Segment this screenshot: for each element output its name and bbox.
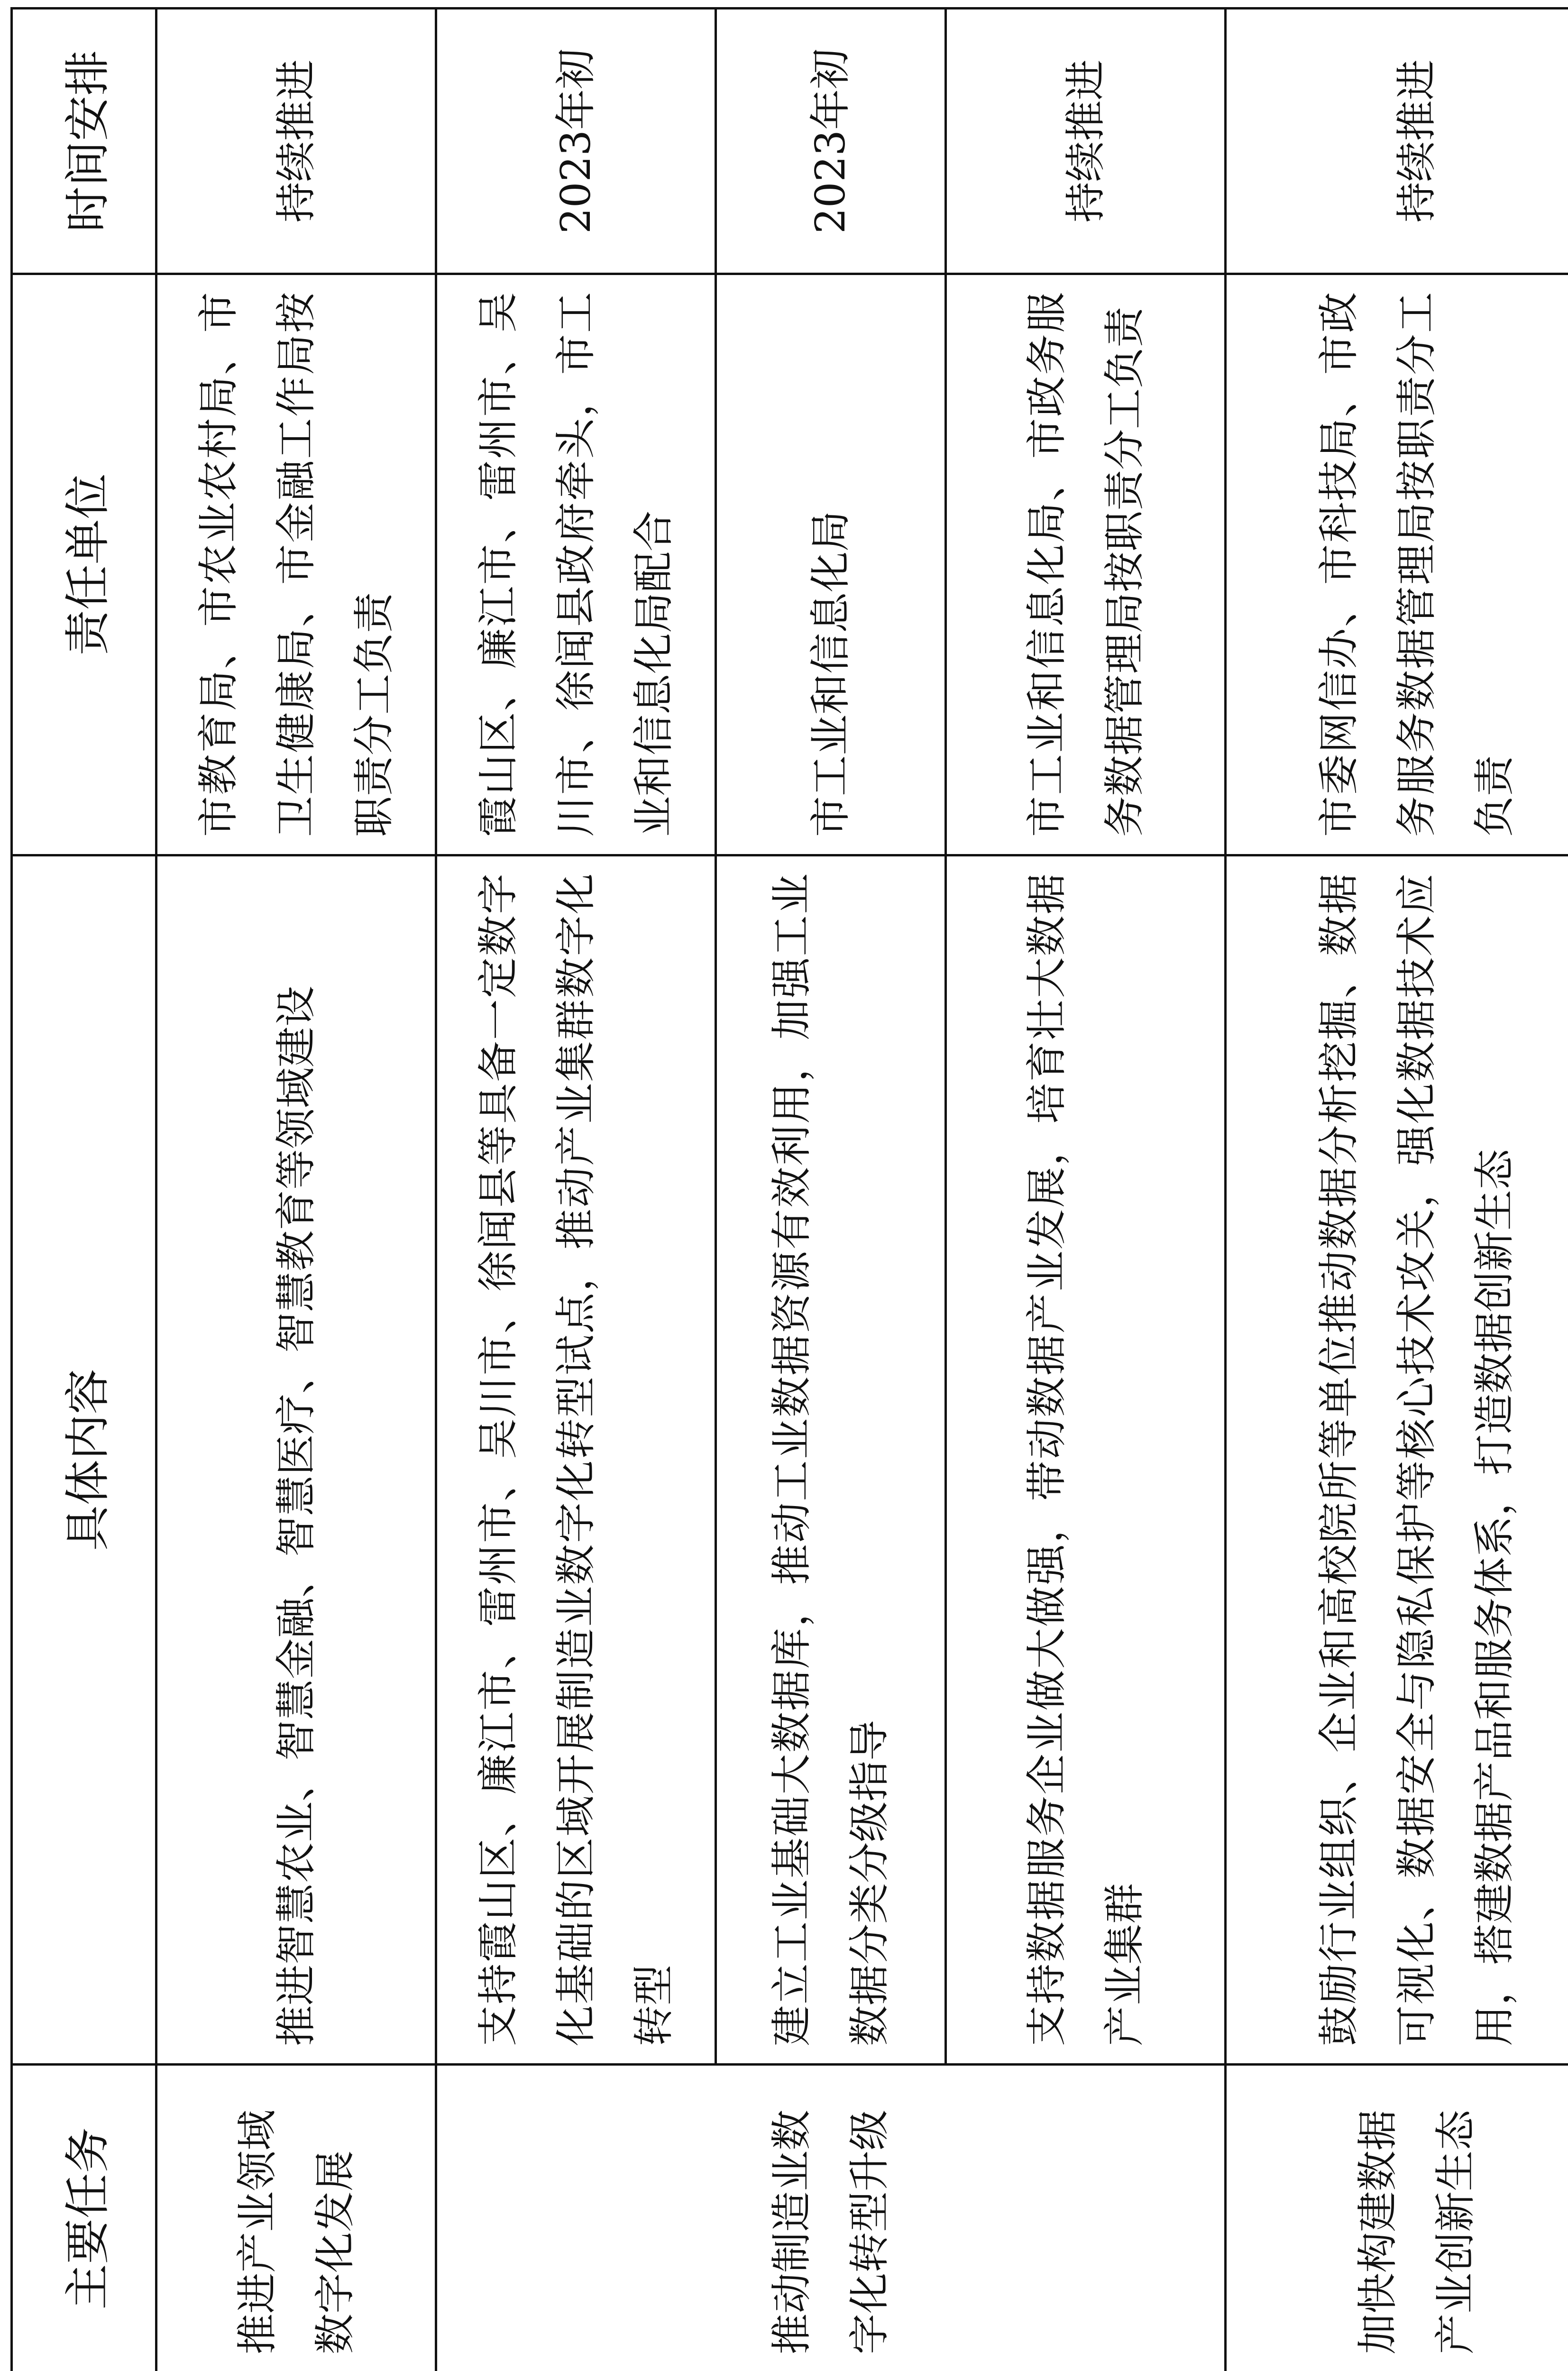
- header-unit: 责任单位: [12, 274, 156, 855]
- header-row: [12, 9, 156, 2371]
- header-task: 主要任务: [12, 2065, 156, 2371]
- table-row: [716, 9, 946, 2371]
- table-row: [1226, 9, 1568, 2371]
- task-cell: 推动制造业数字化转型升级: [436, 2065, 1226, 2371]
- header-schedule: 时间安排: [12, 9, 156, 274]
- table-row: [436, 9, 716, 2371]
- table-row: [946, 9, 1226, 2371]
- task-table: [10, 7, 1568, 2371]
- task-cell: 加快构建数据产业创新生态: [1226, 2065, 1568, 2371]
- task-cell: 推进产业领域数字化发展: [156, 2065, 436, 2371]
- content-cell: 推进智慧农业、智慧金融、智慧医疗、智慧教育等领域建设: [156, 855, 436, 2065]
- unit-cell: 霞山区、廉江市、雷州市、吴川市、徐闻县政府牵头，市工业和信息化局配合: [436, 274, 716, 855]
- schedule-cell: 持续推进: [156, 9, 436, 274]
- unit-cell: 市工业和信息化局、市政务服务数据管理局按职责分工负责: [946, 274, 1226, 855]
- content-cell: 支持数据服务企业做大做强，带动数据产业发展，培育壮大数据产业集群: [946, 855, 1226, 2065]
- content-cell: 建立工业基础大数据库，推动工业数据资源有效利用，加强工业数据分类分级指导: [716, 855, 946, 2065]
- unit-cell: 市委网信办、市科技局、市政务服务数据管理局按职责分工负责: [1226, 274, 1568, 855]
- unit-cell: 市教育局、市农业农村局、市卫生健康局、市金融工作局按职责分工负责: [156, 274, 436, 855]
- schedule-cell: 2023年初: [716, 9, 946, 274]
- schedule-cell: 持续推进: [1226, 9, 1568, 274]
- schedule-cell: 2023年初: [436, 9, 716, 274]
- table-row: [156, 9, 436, 2371]
- header-content: 具体内容: [12, 855, 156, 2065]
- unit-cell: 市工业和信息化局: [716, 274, 946, 855]
- content-cell: 支持霞山区、廉江市、雷州市、吴川市、徐闻县等具备一定数字化基础的区域开展制造业数字化转型试点，推动产业集群数字化转型: [436, 855, 716, 2065]
- schedule-cell: 持续推进: [946, 9, 1226, 274]
- content-cell: 鼓励行业组织、企业和高校院所等单位推动数据分析挖掘、数据可视化、数据安全与隐私保护等核心技术攻关，强化数据技术应用，搭建数据产品和服务体系，打造数据创新生态: [1226, 855, 1568, 2065]
